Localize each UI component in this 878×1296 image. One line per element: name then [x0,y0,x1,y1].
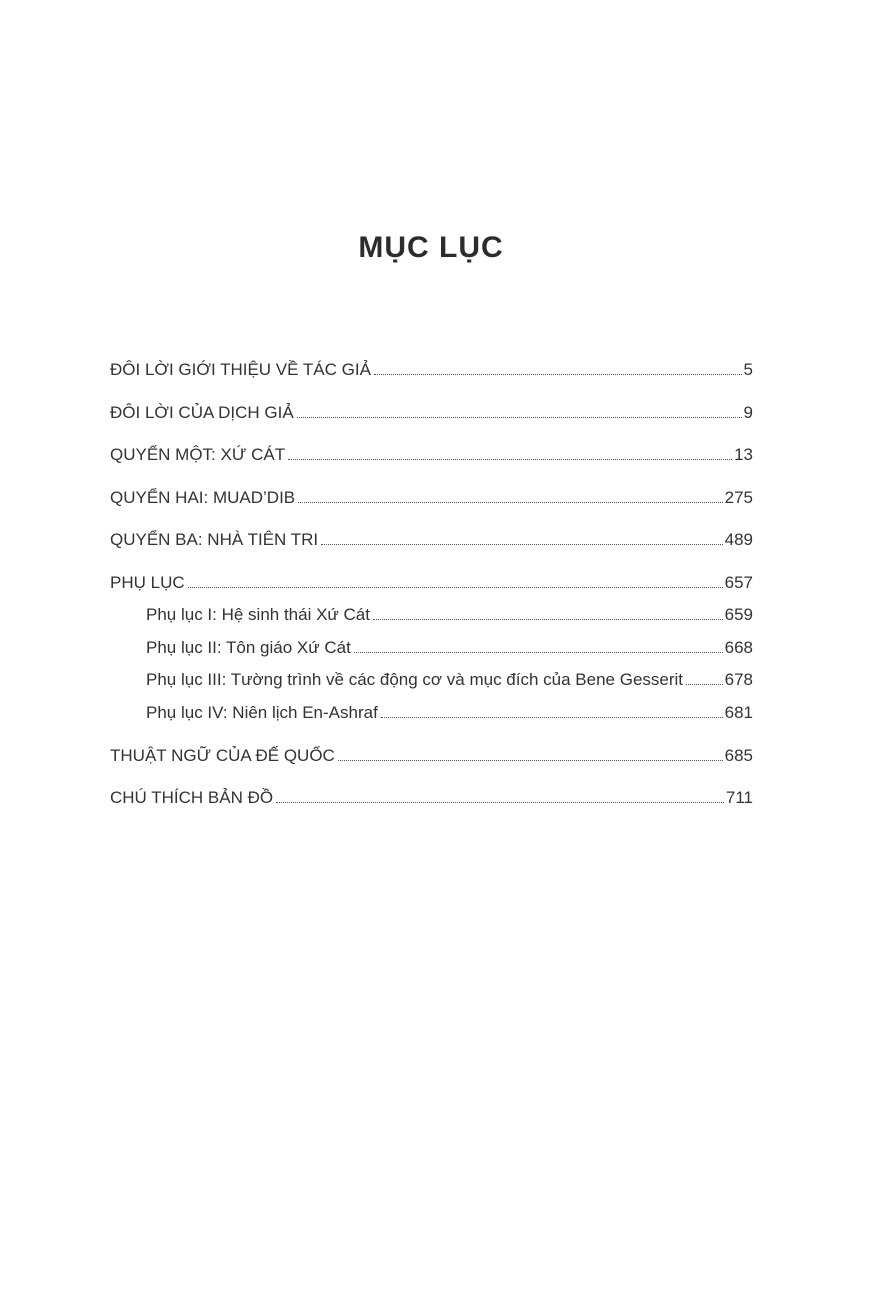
toc-entry-appendix[interactable] [110,572,753,594]
dot-leader [381,717,723,718]
dot-leader [373,619,723,620]
toc-subentry-label: Phụ lục II: Tôn giáo Xứ Cát [146,637,351,657]
toc-entry-page-number: 657 [724,572,753,592]
toc-entry-page-number: 5 [743,360,753,379]
toc-subentry-label: Phụ lục I: Hệ sinh thái Xứ Cát [146,605,370,625]
toc-entry-page-number: 711 [725,788,753,808]
toc-entry-label: ĐÔI LỜI CỦA DỊCH GIẢ [110,402,294,422]
toc-entry-author-intro[interactable] [110,359,753,381]
dot-leader [374,374,742,375]
dot-leader [276,802,724,803]
toc-subentry-label: Phụ lục III: Tường trình về các động cơ và mục đích của Bene Gesserit [146,670,684,690]
dot-leader [354,652,723,653]
dot-leader [288,459,732,460]
toc-subentry-label: Phụ lục IV: Niên lịch En-Ashraf [146,702,378,722]
page-title: MỤC LỤC [358,231,504,264]
toc-subentry-appendix-3[interactable] [110,669,753,691]
toc-entry-page-number: 489 [724,530,753,550]
toc-entry-page-number: 685 [724,745,753,765]
dot-leader [338,760,723,761]
dot-leader [188,587,723,588]
dot-leader [321,544,722,545]
toc-subentry-appendix-1[interactable] [110,604,753,626]
toc-entry-label: PHỤ LỤC [110,572,185,592]
toc-entry-map-notes[interactable] [110,787,753,809]
toc-entry-page-number: 9 [743,402,753,422]
toc-subentry-page-number: 668 [724,637,753,657]
dot-leader [297,417,742,418]
table-of-contents [110,359,753,830]
toc-subentry-appendix-4[interactable] [110,702,753,724]
toc-entry-label: THUẬT NGỮ CỦA ĐẾ QUỐC [110,745,335,765]
toc-entry-book-three[interactable] [110,529,753,551]
toc-entry-page-number: 275 [724,487,753,507]
toc-subentry-page-number: 681 [724,702,753,722]
toc-entry-book-two[interactable] [110,487,753,509]
toc-entry-label: QUYỂN HAI: MUAD’DIB [110,487,296,507]
toc-subentry-appendix-2[interactable] [110,637,753,659]
toc-entry-label: QUYỂN BA: NHÀ TIÊN TRI [110,530,319,550]
toc-subentry-page-number: 659 [724,605,753,625]
toc-entry-book-one[interactable] [110,444,753,466]
toc-entry-translator-note[interactable] [110,402,753,424]
toc-subentry-page-number: 678 [724,670,753,690]
toc-entry-glossary[interactable] [110,745,753,767]
toc-entry-label: CHÚ THÍCH BẢN ĐỒ [110,788,274,808]
dot-leader [298,502,722,503]
toc-entry-label: QUYỂN MỘT: XỨ CÁT [110,445,286,465]
toc-entry-page-number: 13 [734,445,753,465]
toc-entry-label: ĐÔI LỜI GIỚI THIỆU VỀ TÁC GIẢ [110,360,371,379]
dot-leader [686,684,723,685]
